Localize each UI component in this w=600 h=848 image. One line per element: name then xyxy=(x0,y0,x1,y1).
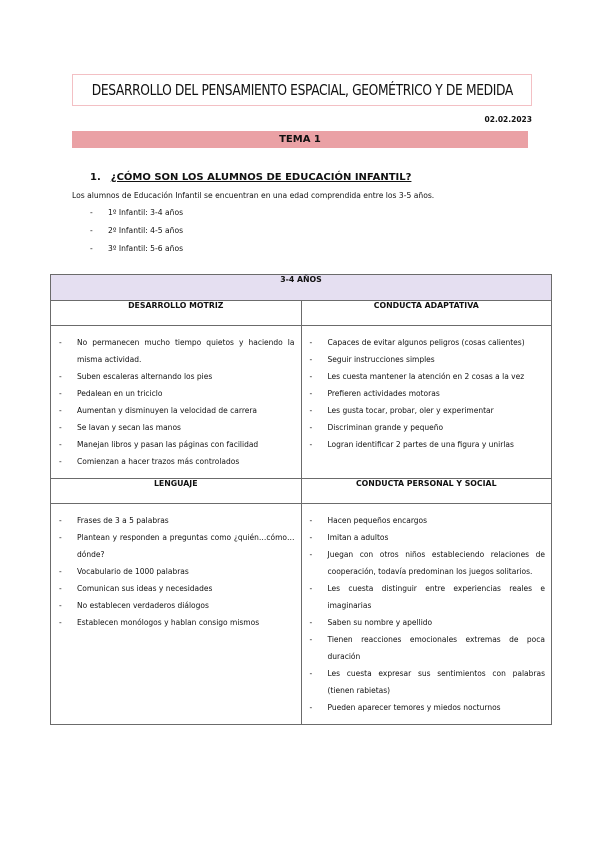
adaptativa-heading: CONDUCTA ADAPTATIVA xyxy=(301,301,552,326)
list-item: - Juegan con otros niños estableciendo relaciones de cooperación, todavía predominan los juegos solitarios. xyxy=(309,550,545,576)
lenguaje-cell xyxy=(51,504,302,725)
table-header: 3-4 AÑOS xyxy=(51,275,552,301)
list-item: - 3º Infantil: 5-6 años xyxy=(90,244,184,253)
motriz-list xyxy=(51,326,301,478)
list-item: - Les cuesta mantener la atención en 2 cosas a la vez xyxy=(309,372,525,381)
social-heading: CONDUCTA PERSONAL Y SOCIAL xyxy=(301,479,552,504)
list-item: - Aumentan y disminuyen la velocidad de carrera xyxy=(59,406,258,415)
section-number: 1. xyxy=(90,172,101,183)
lenguaje-list xyxy=(51,504,301,639)
motriz-cell xyxy=(51,326,302,479)
section-label: ¿CÓMO SON LOS ALUMNOS DE EDUCACIÓN INFANTIL? xyxy=(110,172,412,183)
list-item: - Tienen reacciones emocionales extremas de poca duración xyxy=(309,635,545,661)
section-intro: Los alumnos de Educación Infantil se encuentran en una edad comprendida entre los 3-5 años. xyxy=(72,191,435,200)
document-date: 02.02.2023 xyxy=(484,115,532,124)
list-item: - 2º Infantil: 4-5 años xyxy=(90,226,184,235)
list-item: - Pueden aparecer temores y miedos nocturnos xyxy=(309,703,501,712)
motriz-heading: DESARROLLO MOTRIZ xyxy=(51,301,302,326)
list-item: - Pedalean en un triciclo xyxy=(59,389,163,398)
list-item: - Les cuesta expresar sus sentimientos con palabras (tienen rabietas) xyxy=(309,669,545,695)
list-item: - Suben escaleras alternando los pies xyxy=(59,372,213,381)
list-item: - Capaces de evitar algunos peligros (cosas calientes) xyxy=(309,338,525,347)
list-item: - Comienzan a hacer trazos más controlados xyxy=(59,457,240,466)
list-item: - No establecen verdaderos diálogos xyxy=(59,601,209,610)
list-item: - Vocabulario de 1000 palabras xyxy=(59,567,189,576)
list-item: - Establecen monólogos y hablan consigo mismos xyxy=(59,618,260,627)
list-item: - No permanecen mucho tiempo quietos y haciendo la misma actividad. xyxy=(59,338,295,364)
list-item: - Saben su nombre y apellido xyxy=(309,618,433,627)
list-item: - Les gusta tocar, probar, oler y experimentar xyxy=(309,406,494,415)
list-item: - Les cuesta distinguir entre experiencias reales e imaginarias xyxy=(309,584,545,610)
list-item: - Seguir instrucciones simples xyxy=(309,355,435,364)
list-item: - Imitan a adultos xyxy=(309,533,389,542)
document-title: DESARROLLO DEL PENSAMIENTO ESPACIAL, GEOMÉTRICO Y DE MEDIDA xyxy=(91,81,513,99)
social-list xyxy=(302,504,552,724)
development-table xyxy=(50,274,552,725)
list-item: - Frases de 3 a 5 palabras xyxy=(59,516,169,525)
list-item: - Manejan libros y pasan las páginas con facilidad xyxy=(59,440,259,449)
document-title-box xyxy=(72,74,532,106)
list-item: - Hacen pequeños encargos xyxy=(309,516,428,525)
list-item: - Se lavan y secan las manos xyxy=(59,423,181,432)
levels-list xyxy=(90,208,183,262)
list-item: - Plantean y responden a preguntas como ¿quién…cómo…dónde? xyxy=(59,533,295,559)
adaptativa-cell xyxy=(301,326,552,479)
tema-heading: TEMA 1 xyxy=(72,131,528,148)
adaptativa-list xyxy=(302,326,552,461)
lenguaje-heading: LENGUAJE xyxy=(51,479,302,504)
social-cell xyxy=(301,504,552,725)
list-item: - 1º Infantil: 3-4 años xyxy=(90,208,184,217)
list-item: - Discriminan grande y pequeño xyxy=(309,423,444,432)
section-title xyxy=(90,172,411,183)
list-item: - Prefieren actividades motoras xyxy=(309,389,440,398)
list-item: - Logran identificar 2 partes de una figura y unirlas xyxy=(309,440,514,449)
list-item: - Comunican sus ideas y necesidades xyxy=(59,584,213,593)
